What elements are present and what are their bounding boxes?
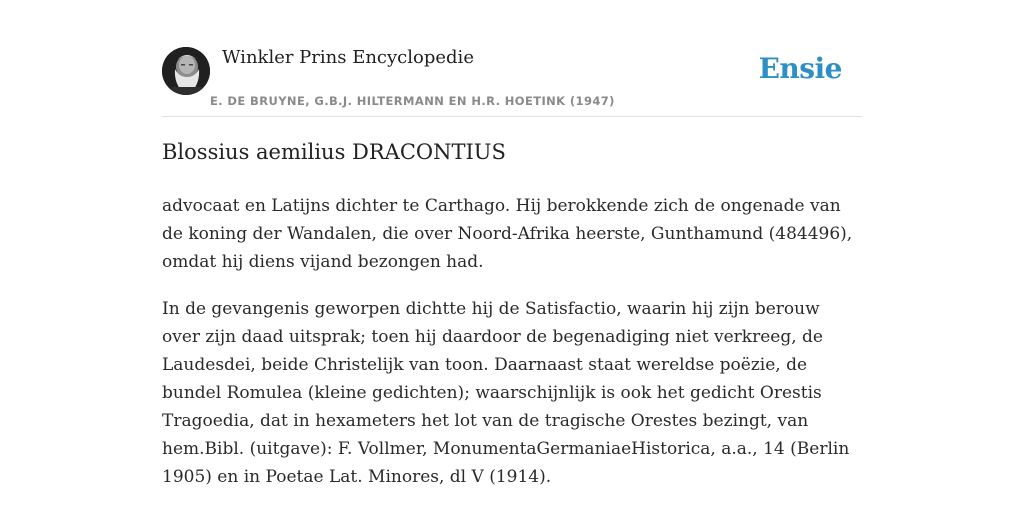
article-title: Blossius aemilius DRACONTIUS (162, 140, 506, 164)
brand-logo-link[interactable]: Ensie (758, 52, 842, 85)
article-paragraph: advocaat en Latijns dichter te Carthago. Hij berokkende zich de ongenade van de koning der Wandalen, die over Noord-Afrika heerste, Gunthamund (484496), omdat hij diens vijand bezongen had. (162, 196, 853, 272)
article-paragraph: In de gevangenis geworpen dichtte hij de Satisfactio, waarin hij zijn berouw over zijn daad uitsprak; toen hij daardoor de begenadiging niet verkreeg, de Laudesdei, beide Christelijk van toon. Daarnaast staat wereldse poëzie, de bundel Romulea (kleine gedichten); waarschijnlijk is ook het gedicht Orestis Tragoedia, dat in hexameters het lot van de tragische Orestes bezingt, van hem.Bibl. (uitgave): F. Vollmer, MonumentaGermaniaeHistorica, a.a., 14 (Berlin 1905) en in Poetae Lat. Minores, dl V (1914). (162, 299, 850, 487)
source-authors: E. DE BRUYNE, G.B.J. HILTERMANN EN H.R. HOETINK (1947) (210, 94, 615, 108)
author-portrait-icon (162, 47, 210, 95)
article-body (162, 192, 862, 510)
source-title-link[interactable]: Winkler Prins Encyclopedie (222, 47, 474, 68)
source-header (162, 44, 862, 117)
